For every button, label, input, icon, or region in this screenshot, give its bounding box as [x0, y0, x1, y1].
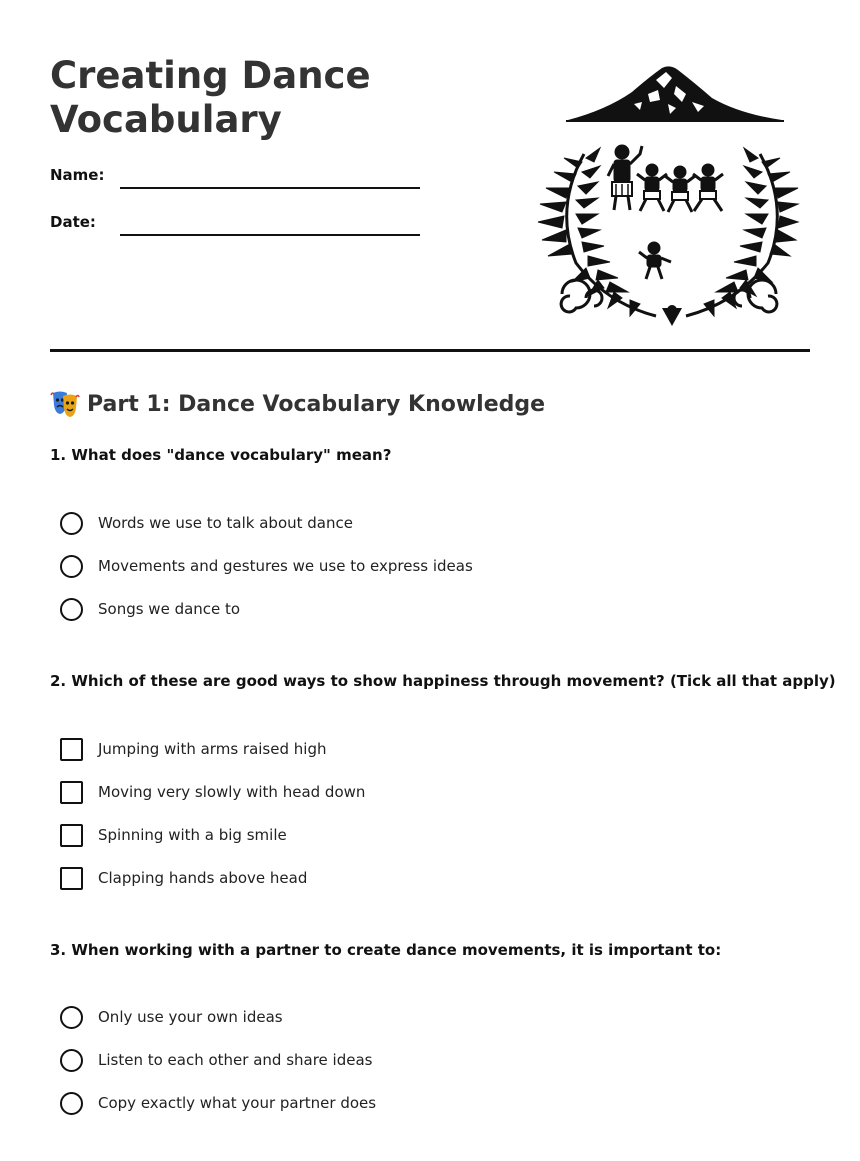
question-2: 2. Which of these are good ways to show happiness through movement? (Tick all that apply)	[50, 672, 836, 690]
radio-button[interactable]	[60, 1092, 83, 1115]
option-label: Only use your own ideas	[98, 1008, 283, 1026]
part1-heading-text: Part 1: Dance Vocabulary Knowledge	[87, 391, 546, 417]
name-line[interactable]	[120, 187, 420, 189]
q3-option-3[interactable]	[60, 1091, 376, 1115]
checkbox[interactable]	[60, 867, 83, 890]
radio-button[interactable]	[60, 1006, 83, 1029]
question-1: 1. What does "dance vocabulary" mean?	[50, 446, 392, 464]
checkbox[interactable]	[60, 781, 83, 804]
radio-button[interactable]	[60, 1049, 83, 1072]
q2-option-3[interactable]	[60, 823, 287, 847]
question-3: 3. When working with a partner to create dance movements, it is important to:	[50, 941, 722, 959]
option-label: Moving very slowly with head down	[98, 783, 366, 801]
option-label: Spinning with a big smile	[98, 826, 287, 844]
date-label: Date:	[50, 213, 96, 231]
q2-option-2[interactable]	[60, 780, 365, 804]
q1-option-2[interactable]	[60, 554, 473, 578]
option-label: Words we use to talk about dance	[98, 514, 353, 532]
radio-button[interactable]	[60, 598, 83, 621]
mountain-icon	[566, 66, 784, 121]
q2-option-1[interactable]	[60, 737, 326, 761]
q1-option-1[interactable]	[60, 511, 353, 535]
checkbox[interactable]	[60, 738, 83, 761]
option-label: Copy exactly what your partner does	[98, 1094, 377, 1112]
option-label: Songs we dance to	[98, 600, 241, 618]
option-label: Jumping with arms raised high	[98, 740, 327, 758]
part1-heading	[50, 388, 545, 420]
performing-arts-masks-icon	[50, 389, 80, 419]
mountain-dancers-fern-illustration	[536, 58, 800, 328]
name-label: Name:	[50, 166, 105, 184]
radio-button[interactable]	[60, 555, 83, 578]
date-line[interactable]	[120, 234, 420, 236]
q1-option-3[interactable]	[60, 597, 240, 621]
q3-option-2[interactable]	[60, 1048, 372, 1072]
option-label: Listen to each other and share ideas	[98, 1051, 373, 1069]
name-field[interactable]	[50, 166, 430, 190]
header-divider	[50, 349, 810, 352]
option-label: Movements and gestures we use to express ideas	[98, 557, 473, 575]
option-label: Clapping hands above head	[98, 869, 308, 887]
dancers-icon	[608, 145, 723, 279]
radio-button[interactable]	[60, 512, 83, 535]
checkbox[interactable]	[60, 824, 83, 847]
page-title: Creating Dance Vocabulary	[50, 54, 371, 141]
q2-option-4[interactable]	[60, 866, 307, 890]
q3-option-1[interactable]	[60, 1005, 283, 1029]
date-field[interactable]	[50, 213, 430, 237]
